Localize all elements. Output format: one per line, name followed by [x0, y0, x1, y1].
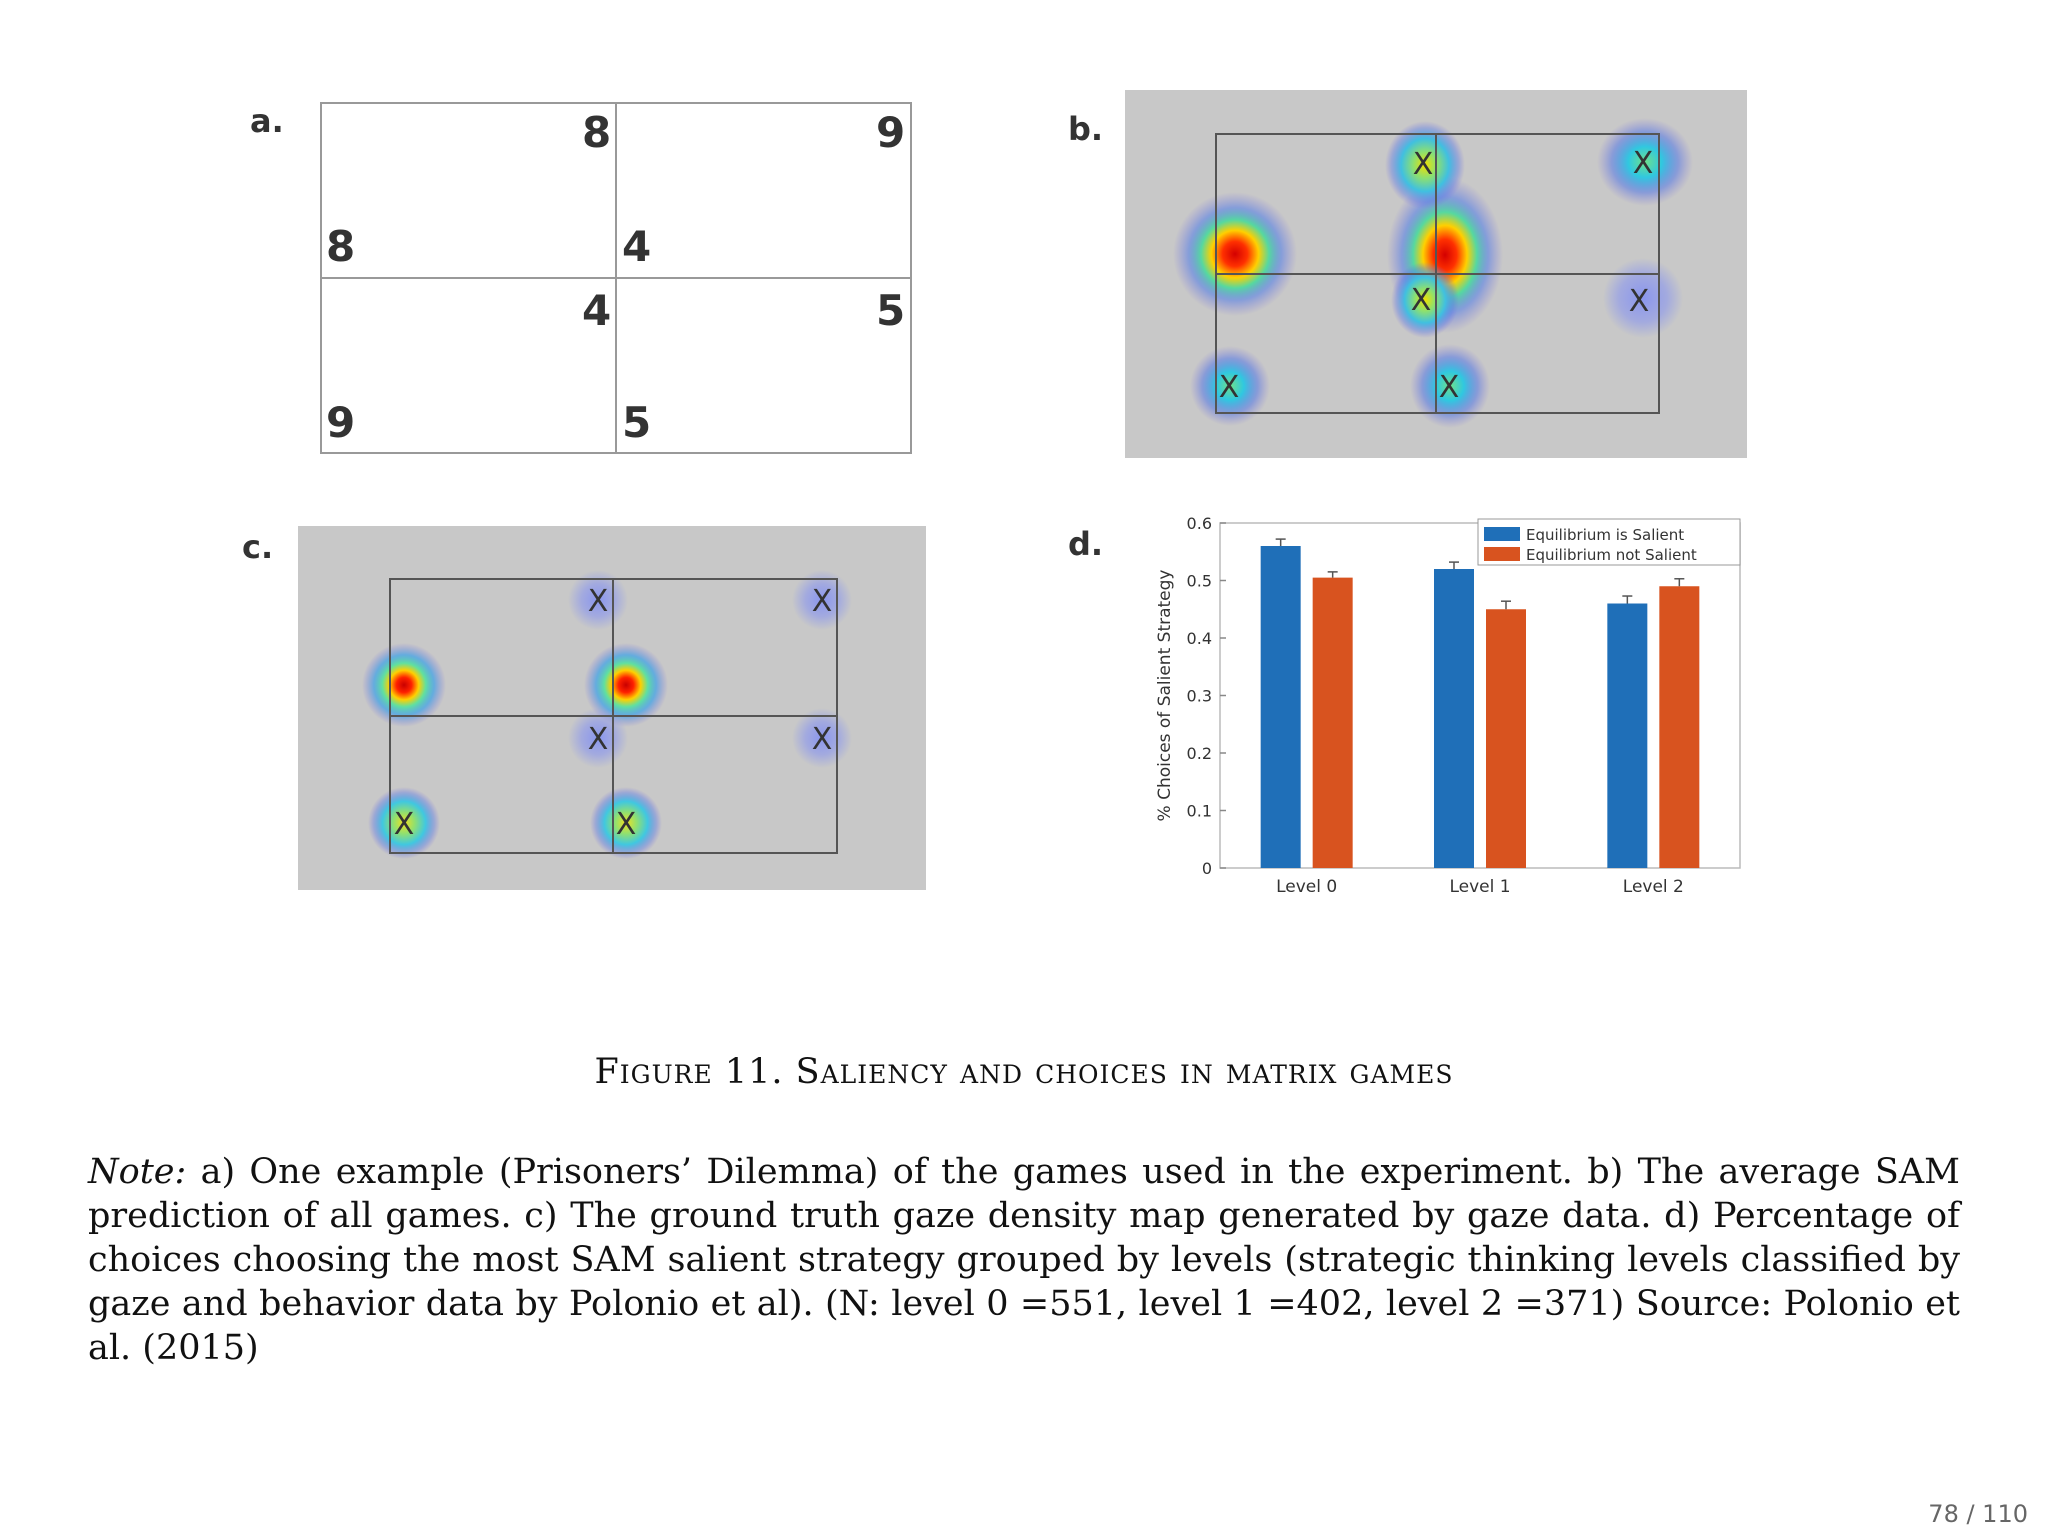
- sam-prediction-heatmap: [1125, 90, 1747, 458]
- payoff-cell-1-row: 8: [326, 222, 356, 271]
- strategy-marker: X: [1218, 370, 1240, 405]
- figure-note: [88, 1150, 1960, 1370]
- payoff-cell-2-col: 9: [876, 108, 906, 157]
- strategy-marker: X: [811, 584, 833, 619]
- x-tick-label: Level 0: [1276, 877, 1338, 897]
- bar: [1607, 604, 1647, 869]
- y-tick-label: 0.2: [1186, 744, 1212, 763]
- legend-swatch: [1484, 527, 1520, 541]
- y-tick-label: 0.1: [1186, 801, 1212, 821]
- panel-c-label: c.: [242, 528, 274, 566]
- saliency-bar-chart: [1130, 505, 1770, 905]
- y-tick-label: 0.3: [1186, 686, 1212, 706]
- y-tick-label: 0: [1201, 859, 1212, 878]
- page-number: 78 / 110: [1928, 1500, 2028, 1528]
- strategy-marker: X: [587, 722, 609, 757]
- bar: [1313, 578, 1353, 868]
- legend-label: Equilibrium not Salient: [1526, 546, 1697, 564]
- legend-label: Equilibrium is Salient: [1526, 526, 1685, 544]
- gaze-density-heatmap: [298, 526, 926, 890]
- strategy-marker: X: [1628, 284, 1650, 319]
- strategy-marker: X: [1632, 146, 1654, 181]
- strategy-marker: X: [615, 807, 637, 842]
- payoff-cell-3-col: 4: [582, 286, 612, 335]
- figure-caption: Figure 11. Saliency and choices in matrix games: [594, 1052, 1454, 1092]
- payoff-cell-2-row: 4: [622, 222, 652, 271]
- heat-spot: [1173, 192, 1297, 316]
- bar: [1486, 609, 1526, 868]
- payoff-matrix: [320, 102, 912, 454]
- strategy-marker: X: [1438, 370, 1460, 405]
- payoff-cell-3-row: 9: [326, 398, 356, 447]
- note-label: Note:: [88, 1152, 187, 1192]
- payoff-matrix-grid: [320, 102, 912, 454]
- bar: [1261, 546, 1301, 868]
- y-axis-label: % Choices of Salient Strategy: [1155, 569, 1175, 822]
- x-tick-label: Level 1: [1449, 877, 1511, 897]
- bar: [1434, 569, 1474, 868]
- legend-swatch: [1484, 547, 1520, 561]
- panel-b-label: b.: [1068, 110, 1104, 148]
- bar: [1659, 586, 1699, 868]
- payoff-cell-4-row: 5: [622, 398, 652, 447]
- y-tick-label: 0.5: [1186, 571, 1212, 591]
- strategy-marker: X: [811, 722, 833, 757]
- payoff-cell-4-col: 5: [876, 286, 906, 335]
- heat-spot: [362, 643, 446, 727]
- panel-d-label: d.: [1068, 525, 1104, 563]
- payoff-cell-1-col: 8: [582, 108, 612, 157]
- strategy-marker: X: [393, 807, 415, 842]
- panel-a-label: a.: [250, 102, 284, 140]
- strategy-marker: X: [1410, 283, 1432, 318]
- strategy-marker: X: [1412, 147, 1434, 182]
- x-tick-label: Level 2: [1622, 877, 1684, 897]
- y-tick-label: 0.4: [1186, 629, 1212, 648]
- strategy-marker: X: [587, 584, 609, 619]
- note-text: a) One example (Prisoners’ Dilemma) of the games used in the experiment. b) The average SAM prediction of all games. c) The ground truth gaze density map generated by gaze data. d) Percentage of choices choosing the most SAM salient strategy grouped by levels (strategic thinking levels classified by gaze and behavior data by Polonio et al). (N: level 0 =551, level 1 =402, level 2 =371) Source: Polonio et al. (2015): [88, 1152, 1960, 1368]
- y-tick-label: 0.6: [1186, 514, 1212, 533]
